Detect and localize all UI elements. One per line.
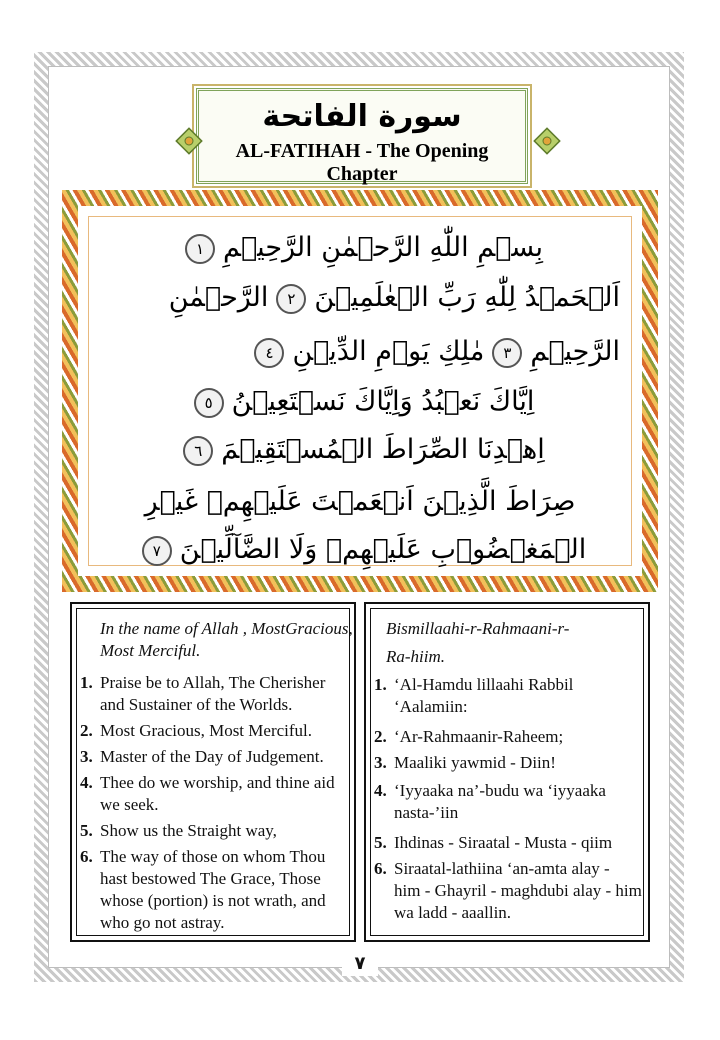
verse-line-5 — [100, 428, 620, 472]
verse-text: اِهۡدِنَا الصِّرَاطَ الۡمُسۡتَقِيۡمَ — [221, 434, 545, 465]
translation-item: 6. The way of those on whom Thou hast bestowed The Grace, Those whose (portion) is not wrath, and who go not astray. — [80, 847, 326, 932]
floral-ornament-icon — [532, 126, 562, 156]
transliteration-item: 2. ‘Ar-Rahmaanir-Raheem; — [374, 727, 564, 746]
transliteration-intro: Bismillaahi-r-Rahmaani-r- Ra-hiim. — [386, 619, 570, 666]
ayah-marker: ٤ — [254, 338, 284, 368]
verse-text: صِرَاطَ الَّذِيۡنَ اَنۡعَمۡتَ عَلَيۡهِمۡ غَيۡرِ — [144, 486, 576, 517]
verse-text: الۡمَغۡضُوۡبِ عَلَيۡهِمۡ وَلَا الضَّآلِّيۡنَ — [179, 534, 587, 565]
ayah-marker: ٣ — [492, 338, 522, 368]
surah-title-arabic: سورة الفاتحة — [262, 99, 462, 134]
translation-item: 5. Show us the Straight way, — [80, 821, 277, 840]
ayah-marker: ٦ — [183, 436, 213, 466]
verse-line-2 — [100, 276, 620, 320]
title-cartouche — [196, 88, 528, 184]
verse-text: الرَّحۡمٰنِ — [168, 282, 269, 313]
translation-item: 3. Master of the Day of Judgement. — [80, 747, 324, 766]
page-number: ٧ — [342, 952, 378, 976]
verse-line-7 — [100, 528, 620, 572]
ayah-marker: ٧ — [142, 536, 172, 566]
verse-text: الرَّحِيۡمِ — [530, 336, 620, 367]
translation-item: 4. Thee do we worship, and thine aid we seek. — [80, 773, 335, 814]
verse-text: بِسۡمِ اللّٰهِ الرَّحۡمٰنِ الرَّحِيۡمِ — [223, 232, 543, 263]
verse-line-4 — [100, 380, 620, 424]
verse-text: اَلۡحَمۡدُ لِلّٰهِ رَبِّ الۡعٰلَمِيۡنَ — [314, 282, 620, 313]
ayah-marker: ١ — [185, 234, 215, 264]
transliteration-item: 6. Siraatal-lathiina ‘an-amta alay - him - Ghayril - maghdubi alay - him wa ladd - aaallin. — [374, 859, 642, 922]
transliteration-item: 3. Maaliki yawmid - Diin! — [374, 753, 556, 772]
ayah-marker: ٥ — [194, 388, 224, 418]
transliteration-item: 5. Ihdinas - Siraatal - Musta - qiim — [374, 833, 613, 852]
translation-item: 2. Most Gracious, Most Merciful. — [80, 721, 313, 740]
verse-line-1 — [100, 226, 620, 270]
surah-title-english: AL-FATIHAH - The Opening Chapter — [235, 140, 489, 185]
translation-item: 1. Praise be to Allah, The Cherisher and Sustainer of the Worlds. — [80, 673, 326, 714]
ayah-marker: ٢ — [276, 284, 306, 314]
translation-intro: In the name of Allah , MostGracious, Most Merciful. — [100, 619, 353, 660]
verse-line-3 — [100, 330, 620, 374]
verse-text: اِيَّاكَ نَعۡبُدُ وَاِيَّاكَ نَسۡتَعِيۡنُ — [231, 386, 535, 417]
transliteration-item: 4. ‘Iyyaaka na’-budu wa ‘iyyaaka nasta-’iin — [374, 781, 606, 822]
verse-line-6 — [100, 480, 620, 524]
transliteration-item: 1. ‘Al-Hamdu lillaahi Rabbil ‘Aalamiin: — [374, 675, 574, 716]
floral-ornament-icon — [174, 126, 204, 156]
verse-text: مٰلِكِ يَوۡمِ الدِّيۡنِ — [292, 336, 485, 367]
